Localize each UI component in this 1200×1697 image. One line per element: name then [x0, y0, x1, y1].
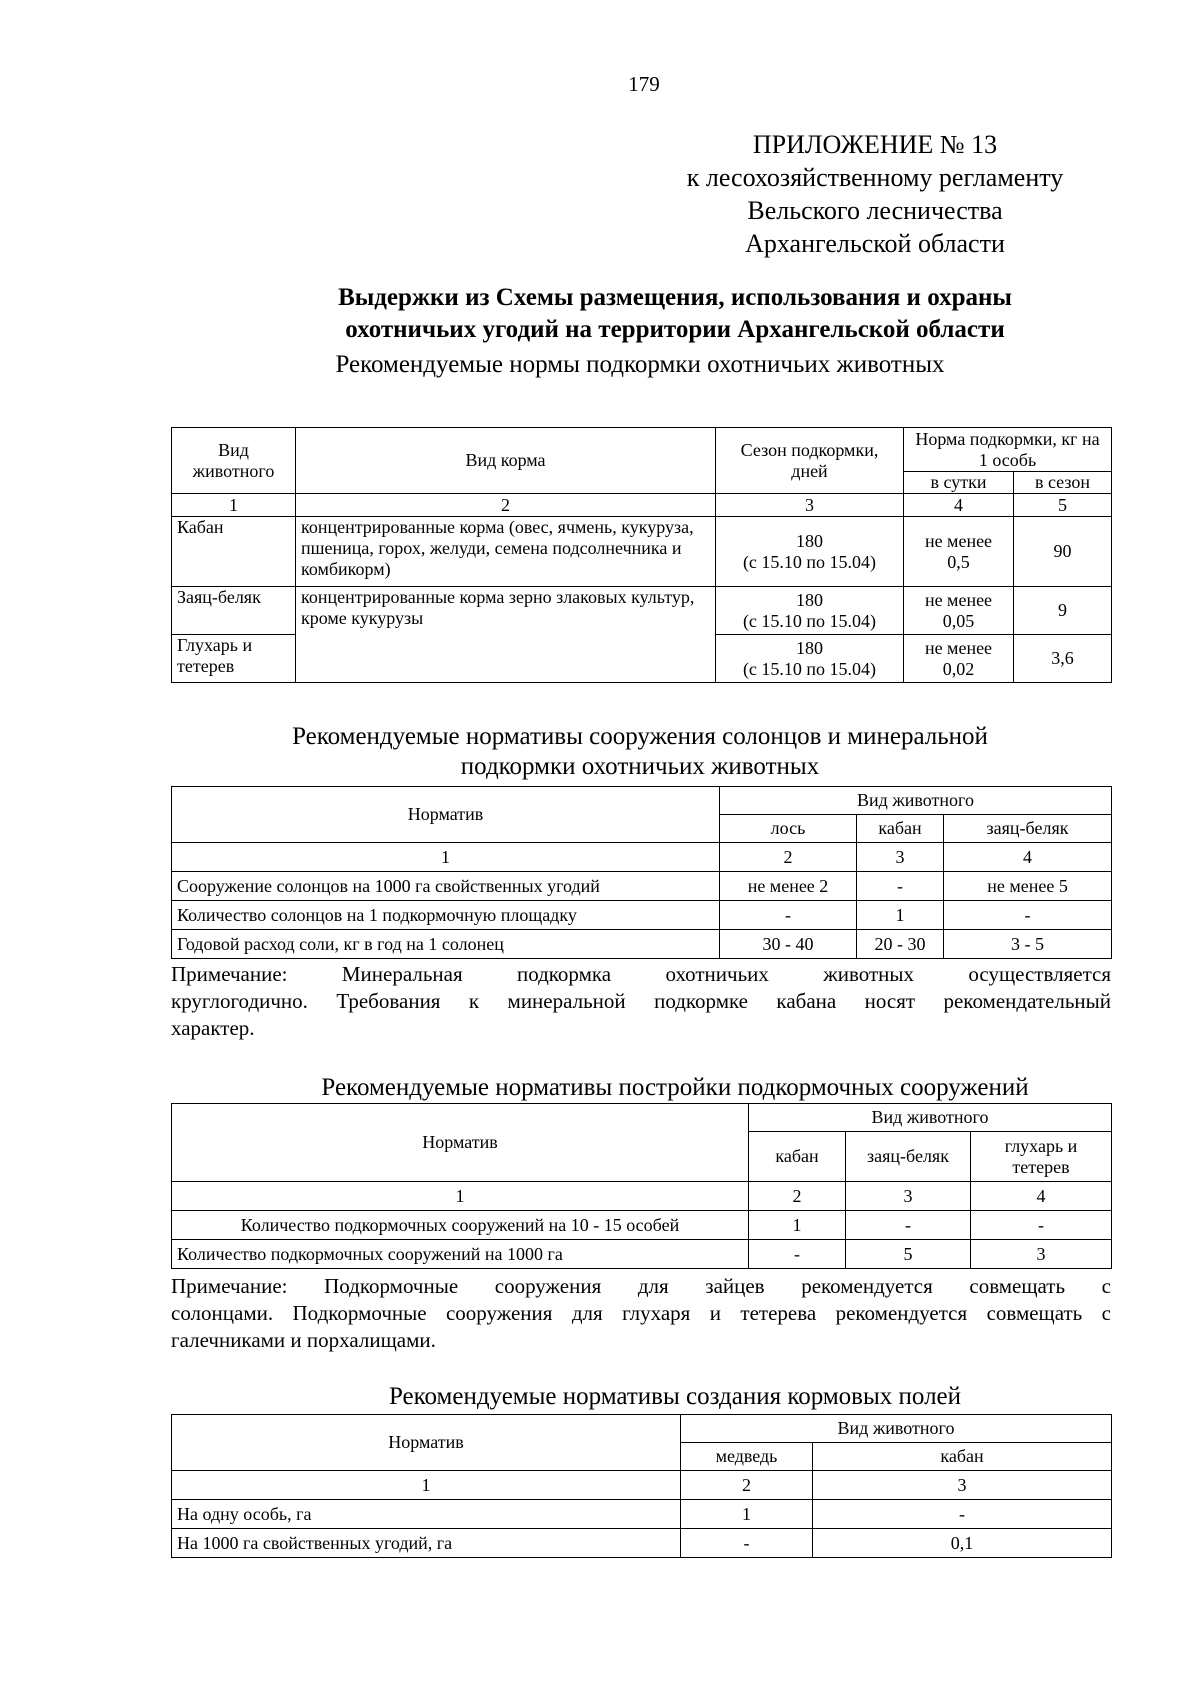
season-period: (с 15.10 по 15.04) — [742, 610, 877, 631]
appendix-title: ПРИЛОЖЕНИЕ № 13 — [752, 130, 998, 159]
season-cell — [716, 635, 904, 683]
table-row — [172, 517, 1112, 587]
feeding-norms-table — [171, 427, 1112, 683]
table-row — [172, 587, 1112, 635]
col-number: 1 — [172, 1471, 681, 1500]
col-number: 1 — [172, 494, 296, 517]
season-cell — [716, 517, 904, 587]
per-day-value: 0,05 — [942, 610, 975, 631]
table-row — [172, 1240, 1112, 1269]
value-cell: не менее 5 — [944, 872, 1112, 901]
per-day-cell — [904, 635, 1014, 683]
col-number: 5 — [1014, 494, 1112, 517]
appendix-header — [640, 128, 1110, 260]
per-day-cell — [904, 587, 1014, 635]
header-animal-3: заяц-беляк — [944, 815, 1112, 843]
note-line-2: солонцами. Подкормочные сооружения для глухаря и тетерева рекомендуется совмещать с — [171, 1301, 1111, 1325]
per-day-value: 0,5 — [947, 551, 970, 572]
note-line-1: Примечание: Подкормочные сооружения для зайцев рекомендуется совмещать с — [171, 1274, 1111, 1298]
table2-title — [170, 722, 1110, 782]
header-norm: Норматив — [172, 1104, 749, 1182]
header-per-day: в сутки — [904, 472, 1014, 494]
col-number: 3 — [716, 494, 904, 517]
table2-note — [171, 961, 1111, 1042]
season-days: 180 — [796, 530, 823, 551]
per-day-value: 0,02 — [942, 658, 975, 679]
col-number: 2 — [681, 1471, 813, 1500]
note-line-2: круглогодично. Требования к минеральной подкормке кабана носят рекомендательный — [171, 989, 1111, 1013]
header-norm: Норматив — [172, 1415, 681, 1471]
table-row — [172, 1500, 1112, 1529]
header-animal: Вид животного — [749, 1104, 1112, 1132]
document-title — [240, 282, 1110, 346]
per-day-prefix: не менее — [924, 637, 993, 658]
value-cell: 20 - 30 — [857, 930, 944, 959]
value-cell: не менее 2 — [720, 872, 857, 901]
per-day-prefix: не менее — [924, 530, 993, 551]
norm-label: Количество подкормочных сооружений на 1000 га — [172, 1240, 749, 1269]
header-animal: Вид животного — [172, 428, 296, 494]
col-number: 3 — [813, 1471, 1112, 1500]
col-number: 4 — [971, 1182, 1112, 1211]
value-cell: - — [749, 1240, 846, 1269]
page-number: 179 — [628, 72, 660, 96]
value-cell: 1 — [681, 1500, 813, 1529]
table2-title-line-2: подкормки охотничьих животных — [460, 753, 820, 780]
value-cell: - — [813, 1500, 1112, 1529]
table-row — [172, 872, 1112, 901]
table-row — [172, 901, 1112, 930]
table-row — [172, 930, 1112, 959]
value-cell: - — [681, 1529, 813, 1558]
norm-label: Сооружение солонцов на 1000 га свойственных угодий — [172, 872, 720, 901]
header-animal: Вид животного — [681, 1415, 1112, 1443]
salt-lick-norms-table — [171, 786, 1112, 959]
value-cell: - — [720, 901, 857, 930]
header-animal-1: медведь — [681, 1443, 813, 1471]
value-cell: 5 — [846, 1240, 971, 1269]
header-animal-2: кабан — [857, 815, 944, 843]
animal-cell: Глухарь и тетерев — [172, 635, 296, 683]
header-norm: Норма подкормки, кг на 1 особь — [904, 428, 1112, 472]
per-season-cell: 90 — [1014, 517, 1112, 587]
season-cell — [716, 587, 904, 635]
table1-title: Рекомендуемые нормы подкормки охотничьих животных — [335, 351, 945, 378]
value-cell: 1 — [857, 901, 944, 930]
col-number: 1 — [172, 843, 720, 872]
table-row — [172, 1211, 1112, 1240]
norm-label: На одну особь, га — [172, 1500, 681, 1529]
col-number: 2 — [720, 843, 857, 872]
header-per-season: в сезон — [1014, 472, 1112, 494]
note-line-3: галечниками и порхалищами. — [171, 1328, 436, 1352]
table3-note — [171, 1273, 1111, 1354]
animal-cell: Заяц-беляк — [172, 587, 296, 635]
header-norm: Норматив — [172, 787, 720, 843]
header-feed: Вид корма — [296, 428, 716, 494]
value-cell: - — [944, 901, 1112, 930]
table4-title: Рекомендуемые нормативы создания кормовых полей — [388, 1383, 962, 1410]
document-title-line-1: Выдержки из Схемы размещения, использования и охраны — [338, 284, 1012, 311]
value-cell: 1 — [749, 1211, 846, 1240]
col-number: 4 — [944, 843, 1112, 872]
document-title-line-2: охотничьих угодий на территории Архангельской области — [345, 316, 1005, 343]
value-cell: 30 - 40 — [720, 930, 857, 959]
norm-label: Количество солонцов на 1 подкормочную площадку — [172, 901, 720, 930]
header-animal-3: глухарь и тетерев — [971, 1132, 1112, 1182]
header-animal: Вид животного — [720, 787, 1112, 815]
header-animal-2: кабан — [813, 1443, 1112, 1471]
table-row — [172, 1529, 1112, 1558]
per-day-cell — [904, 517, 1014, 587]
value-cell: 3 — [971, 1240, 1112, 1269]
value-cell: - — [971, 1211, 1112, 1240]
norm-label: Годовой расход соли, кг в год на 1 солонец — [172, 930, 720, 959]
value-cell: - — [846, 1211, 971, 1240]
per-season-cell: 3,6 — [1014, 635, 1112, 683]
col-number: 2 — [296, 494, 716, 517]
value-cell: - — [857, 872, 944, 901]
header-animal-1: кабан — [749, 1132, 846, 1182]
table2-title-line-1: Рекомендуемые нормативы сооружения солонцов и минеральной — [292, 723, 988, 750]
appendix-line-2: к лесохозяйственному регламенту — [686, 163, 1064, 192]
season-days: 180 — [796, 589, 823, 610]
norm-label: Количество подкормочных сооружений на 10 - 15 особей — [172, 1211, 749, 1240]
feeding-fields-table — [171, 1414, 1112, 1558]
note-line-1: Примечание: Минеральная подкормка охотничьих животных осуществляется — [171, 962, 1111, 986]
feed-cell: концентрированные корма (овес, ячмень, кукуруза, пшеница, горох, желуди, семена подсолнечника и комбикорм) — [296, 517, 716, 587]
appendix-line-3: Вельского лесничества — [747, 196, 1003, 225]
appendix-line-4: Архангельской области — [745, 229, 1005, 258]
col-number: 3 — [846, 1182, 971, 1211]
feed-cell: концентрированные корма зерно злаковых культур, кроме кукурузы — [296, 587, 716, 683]
note-line-3: характер. — [171, 1016, 255, 1040]
season-period: (с 15.10 по 15.04) — [742, 658, 877, 679]
col-number: 2 — [749, 1182, 846, 1211]
season-period: (с 15.10 по 15.04) — [742, 551, 877, 572]
col-number: 3 — [857, 843, 944, 872]
animal-cell: Кабан — [172, 517, 296, 587]
col-number: 1 — [172, 1182, 749, 1211]
per-season-cell: 9 — [1014, 587, 1112, 635]
header-animal-1: лось — [720, 815, 857, 843]
feeding-structures-table — [171, 1103, 1112, 1269]
value-cell: 0,1 — [813, 1529, 1112, 1558]
col-number: 4 — [904, 494, 1014, 517]
table3-title: Рекомендуемые нормативы постройки подкормочных сооружений — [321, 1074, 1029, 1101]
header-animal-2: заяц-беляк — [846, 1132, 971, 1182]
per-day-prefix: не менее — [924, 589, 993, 610]
season-days: 180 — [796, 637, 823, 658]
value-cell: 3 - 5 — [944, 930, 1112, 959]
norm-label: На 1000 га свойственных угодий, га — [172, 1529, 681, 1558]
header-season: Сезон подкормки, дней — [716, 428, 904, 494]
